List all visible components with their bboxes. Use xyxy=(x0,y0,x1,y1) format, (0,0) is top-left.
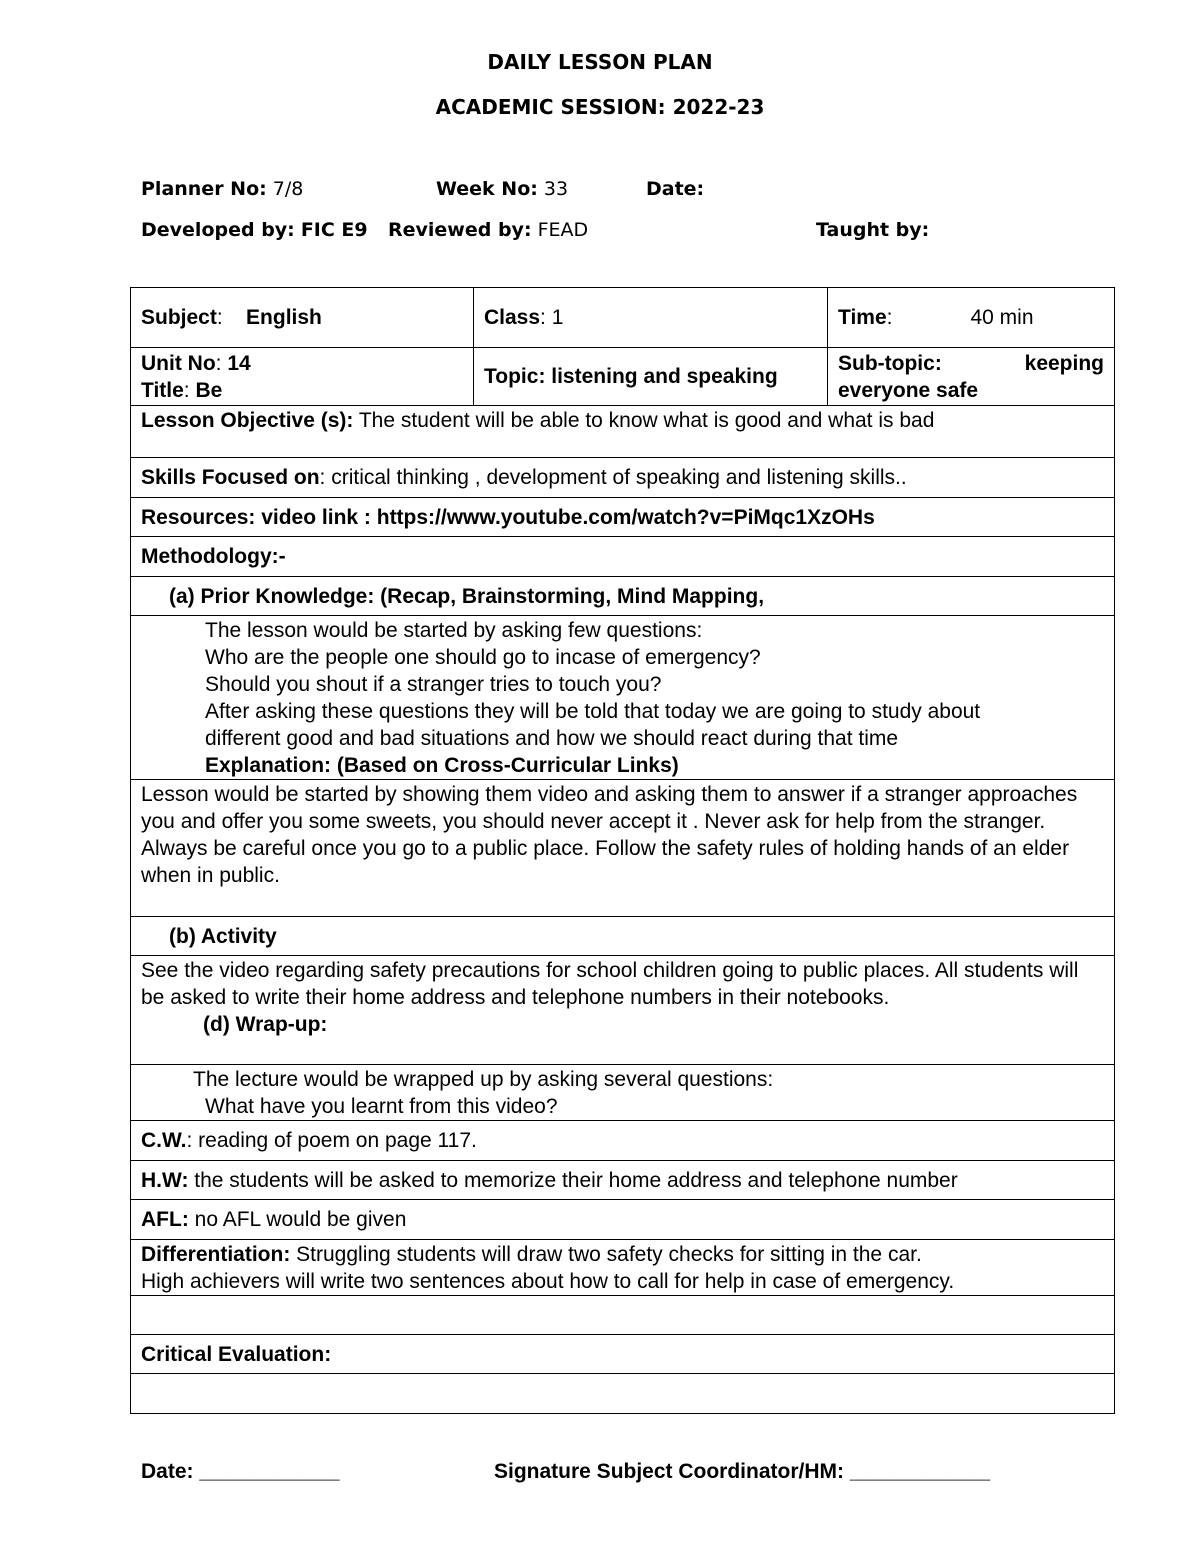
prior-line: Should you shout if a stranger tries to touch you? xyxy=(205,673,662,696)
reviewed-by xyxy=(388,219,588,241)
footer-signature: Signature Subject Coordinator/HM: ____________ xyxy=(494,1460,990,1483)
wrapup-line: The lecture would be wrapped up by asking several questions: xyxy=(193,1068,774,1091)
table-row xyxy=(131,1200,1115,1240)
unit-label: Unit No xyxy=(141,352,216,375)
time-value: 40 min xyxy=(970,306,1034,329)
table-row xyxy=(131,1374,1115,1414)
taught-label: Taught by: xyxy=(816,219,930,241)
document-title: DAILY LESSON PLAN xyxy=(487,50,713,74)
table-row xyxy=(131,1240,1115,1296)
explanation-text: Lesson would be started by showing them video and asking them to answer if a stranger approaches you and offer you some sweets, you should never accept it . Never ask for help from the stranger. xyxy=(141,783,1078,833)
table-row xyxy=(131,1335,1115,1374)
resources-cell xyxy=(131,498,1115,537)
blank-cell xyxy=(131,1296,1115,1335)
activity-cell xyxy=(131,956,1115,1065)
prior-line: The lesson would be started by asking few questions: xyxy=(205,619,703,642)
developed-label: Developed by: xyxy=(141,219,295,241)
week-label: Week No: xyxy=(436,178,538,200)
homework-cell xyxy=(131,1161,1115,1200)
differentiation-value-2: High achievers will write two sentences about how to call for help in case of emergency. xyxy=(141,1270,955,1293)
unit-value: 14 xyxy=(227,352,251,375)
resources-text: Resources: video link : https://www.youtube.com/watch?v=PiMqc1XzOHs xyxy=(141,505,875,529)
skills-value: critical thinking , development of speaking and listening skills.. xyxy=(331,466,907,489)
homework-value: the students will be asked to memorize their home address and telephone number xyxy=(194,1168,958,1192)
developed-value: FIC E9 xyxy=(300,219,368,241)
afl-label: AFL: xyxy=(141,1208,189,1231)
subtopic-cell xyxy=(828,348,1115,406)
prior-knowledge-cell xyxy=(131,616,1115,780)
skills-cell: Skills Focused on: critical thinking , development of speaking and listening skills.. xyxy=(131,458,1115,498)
table-row xyxy=(131,616,1115,780)
methodology-heading: Methodology:- xyxy=(141,545,286,568)
table-row xyxy=(131,780,1115,917)
planner-label: Planner No: xyxy=(141,178,267,200)
activity-heading: (b) Activity xyxy=(169,924,277,948)
prior-line: different good and bad situations and how we should react during that time xyxy=(205,727,899,750)
classwork-cell xyxy=(131,1121,1115,1161)
table-row xyxy=(131,1065,1115,1121)
skills-label: Skills Focused on xyxy=(141,466,320,489)
academic-session: ACADEMIC SESSION: 2022-23 xyxy=(435,95,765,119)
critical-evaluation-label: Critical Evaluation: xyxy=(141,1342,332,1366)
wrapup-heading: (d) Wrap-up: xyxy=(203,1013,328,1036)
footer-date: Date: ____________ xyxy=(141,1460,340,1483)
table-row xyxy=(131,956,1115,1065)
wrapup-line: What have you learnt from this video? xyxy=(205,1095,558,1118)
objective-cell xyxy=(131,406,1115,458)
subtopic-label: Sub-topic: xyxy=(838,352,942,375)
developed-by xyxy=(141,219,368,241)
homework-label: H.W: xyxy=(141,1168,189,1192)
title-value: Be xyxy=(195,379,223,402)
subject-label: Subject xyxy=(141,306,217,329)
afl-cell xyxy=(131,1200,1115,1240)
differentiation-value: Struggling students will draw two safety checks for sitting in the car. xyxy=(296,1243,922,1266)
time-label: Time xyxy=(838,306,887,329)
class-cell: Class: 1 xyxy=(474,288,828,348)
prior-line: Who are the people one should go to incase of emergency? xyxy=(205,646,761,669)
afl-value: no AFL would be given xyxy=(194,1208,407,1231)
prior-knowledge-heading: (a) Prior Knowledge: (Recap, Brainstorming, Mind Mapping, xyxy=(169,584,765,608)
subject-value: English xyxy=(246,306,322,329)
table-row xyxy=(131,1121,1115,1161)
explanation-cell xyxy=(131,780,1115,917)
classwork-label: C.W. xyxy=(141,1129,187,1152)
subtopic-value: everyone safe xyxy=(838,379,979,402)
week-value: 33 xyxy=(543,178,569,200)
week-number xyxy=(436,178,568,200)
lesson-plan-table xyxy=(130,287,1115,1414)
classwork-value: : reading of poem on page 117. xyxy=(186,1129,477,1152)
class-value: 1 xyxy=(551,306,564,329)
date-label: Date: xyxy=(646,178,705,200)
table-row xyxy=(131,288,1115,348)
table-row xyxy=(131,498,1115,537)
prior-line: After asking these questions they will be told that today we are going to study about xyxy=(205,700,981,723)
wrapup-cell xyxy=(131,1065,1115,1121)
explanation-text-2: Always be careful once you go to a public place. Follow the safety rules of holding hands of an elder when in public. xyxy=(141,837,1070,887)
table-row xyxy=(131,1296,1115,1335)
explanation-heading: Explanation: (Based on Cross-Curricular Links) xyxy=(205,754,679,777)
critical-evaluation-cell xyxy=(131,1335,1115,1374)
reviewed-label: Reviewed by: xyxy=(388,219,532,241)
title-label: Title xyxy=(141,379,184,402)
differentiation-cell xyxy=(131,1240,1115,1296)
differentiation-label: Differentiation: xyxy=(141,1243,291,1266)
table-row xyxy=(131,537,1115,577)
planner-value: 7/8 xyxy=(272,178,304,200)
reviewed-value: FEAD xyxy=(537,219,589,241)
table-row xyxy=(131,917,1115,956)
topic-cell xyxy=(474,348,828,406)
class-label: Class xyxy=(484,306,541,329)
objective-value: The student will be able to know what is good and what is bad xyxy=(358,409,935,432)
planner-number xyxy=(141,178,303,200)
table-row xyxy=(131,1161,1115,1200)
table-row xyxy=(131,458,1115,498)
subject-cell: Subject: English xyxy=(131,288,474,348)
table-row xyxy=(131,348,1115,406)
date-field xyxy=(646,178,704,200)
methodology-cell xyxy=(131,537,1115,577)
table-row xyxy=(131,577,1115,616)
subtopic-word: keeping xyxy=(1024,352,1104,375)
activity-heading-cell xyxy=(131,917,1115,956)
taught-by xyxy=(816,219,929,241)
objective-label: Lesson Objective (s): xyxy=(141,409,354,432)
unit-cell: Unit No: 14 Title: Be xyxy=(131,348,474,406)
prior-knowledge-heading-cell xyxy=(131,577,1115,616)
blank-cell xyxy=(131,1374,1115,1414)
table-row xyxy=(131,406,1115,458)
activity-text: See the video regarding safety precautions for school children going to public places. All students will be asked to write their home address and telephone numbers in their notebooks. xyxy=(141,959,1079,1009)
time-cell: Time: 40 min xyxy=(828,288,1115,348)
topic-text: Topic: listening and speaking xyxy=(484,365,778,388)
